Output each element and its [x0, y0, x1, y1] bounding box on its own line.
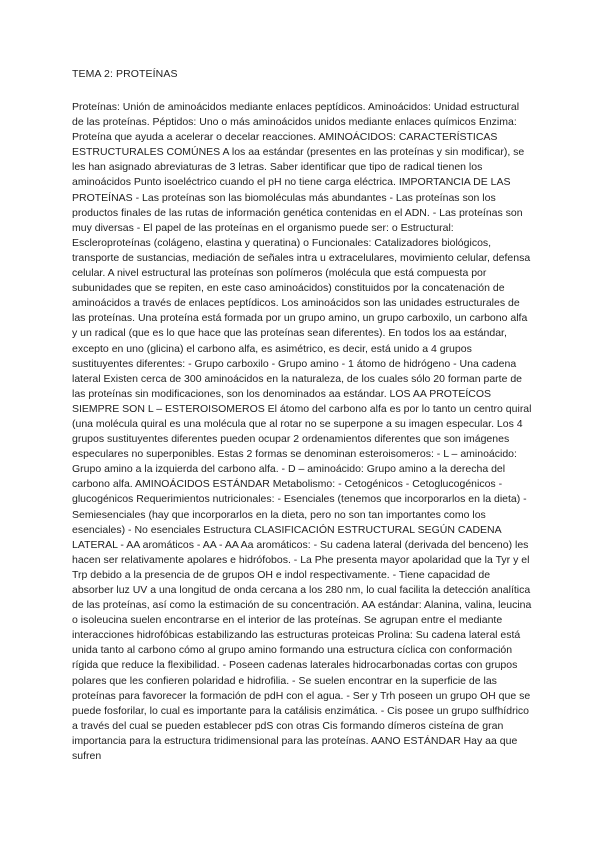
- document-title: TEMA 2: PROTEÍNAS: [72, 68, 178, 80]
- document-body-text: Proteínas: Unión de aminoácidos mediante enlaces peptídicos. Aminoácidos: Unidad estructural de las proteínas. Péptidos: Uno o más aminoácidos unidos mediante enlaces químicos Enzima: Proteína que ayuda a acelerar o decelar reacciones. AMINOÁCIDOS: CARACTERÍSTICAS ESTRUCTURALES COMÚNES A los aa estándar (presentes en las proteínas y sin modificar), se les han asignado abreviaturas de 3 letras. Saber identificar que tipo de radical tienen los aminoácidos Punto isoeléctrico cuando el pH no tiene carga eléctrica. IMPORTANCIA DE LAS PROTEÍNAS - Las proteínas son las biomoléculas más abundantes - Las proteínas son los productos finales de las rutas de información genética contenidas en el ADN. - Las proteínas son muy diversas - El papel de las proteínas en el organismo puede ser: o Estructural: Escleroproteínas (colágeno, elastina y queratina) o Funcionales: Catalizadores biológicos, transporte de sustancias, mediación de señales intra u extracelulares, movimiento celular, defensa celular. A nivel estructural las proteínas son polímeros (molécula que está compuesta por subunidades que se repiten, en este caso aminoácidos) constituidos por la concatenación de aminoácidos a través de enlaces peptídicos. Los aminoácidos son las unidades estructurales de las proteínas. Una proteína está formada por un grupo amino, un grupo carboxilo, un carbono alfa y un radical (que es lo que hace que las proteínas sean diferentes). En todos los aa estándar, excepto en uno (glicina) el carbono alfa, es asimétrico, es decir, está unido a 4 grupos sustituyentes diferentes: - Grupo carboxilo - Grupo amino - 1 átomo de hidrógeno - Una cadena lateral Existen cerca de 300 aminoácidos en la naturaleza, de los cuales sólo 20 forman parte de las proteínas sin modificaciones, son los denominados aa estándar. LOS AA PROTEÍCOS SIEMPRE SON L – ESTEROISOMEROS El átomo del carbono alfa es por lo tanto un centro quiral (una molécula quiral es una molécula que al rotar no se superpone a su imagen especular. Los 4 grupos sustituyentes diferentes pueden ocupar 2 ordenamientos diferentes que son imágenes especulares no superponibles. Estas 2 formas se denominan esteroisomeros: - L – aminoácido: Grupo amino a la izquierda del carbono alfa. - D – aminoácido: Grupo amino a la derecha del carbono alfa. AMINOÁCIDOS ESTÁNDAR Metabolismo: - Cetogénicos - Cetoglucogénicos - glucogénicos Requerimientos nutricionales: - Esenciales (tenemos que incorporarlos en la dieta) - Semiesenciales (hay que incorporarlos en la dieta, pero no son tan importantes como los esenciales) - No esenciales Estructura CLASIFICACIÓN ESTRUCTURAL SEGÚN CADENA LATERAL - AA aromáticos - AA - AA Aa aromáticos: - Su cadena lateral (derivada del benceno) les hacen ser relativamente apolares e hidrófobos. - La Phe presenta mayor apolaridad que la Tyr y el Trp debido a la presencia de de grupos OH e indol respectivamente. - Tiene capacidad de absorber luz UV a una longitud de onda cercana a los 280 nm, lo cual facilita la detección analítica de las proteínas, así como la estimación de su concentración. AA estándar: Alanina, valina, leucina o isoleucina suelen encontrarse en el interior de las proteínas. Se agrupan entre el mediante interacciones hidrofóbicas estabilizando las estructuras proteicas Prolina: Su cadena lateral está unida tanto al carbono cómo al grupo amino formando una estructura cíclica con conformación rígida que reduce la flexibilidad. - Poseen cadenas laterales hidrocarbonadas cortas con grupos polares que les confieren polaridad e hidrofilia. - Se suelen encontrar en la superficie de las proteínas para favorecer la formación de pdH con el agua. - Ser y Trh poseen un grupo OH que se puede fosforilar, lo cual es importante para la catálisis enzimática. - Cis posee un grupo sulfhídrico a través del cual se pueden establecer pdS con otras Cis formando dímeros cisteína de gran importancia para la estructura tridimensional para las proteínas. AANO ESTÁNDAR Hay aa que sufren: [72, 101, 532, 763]
